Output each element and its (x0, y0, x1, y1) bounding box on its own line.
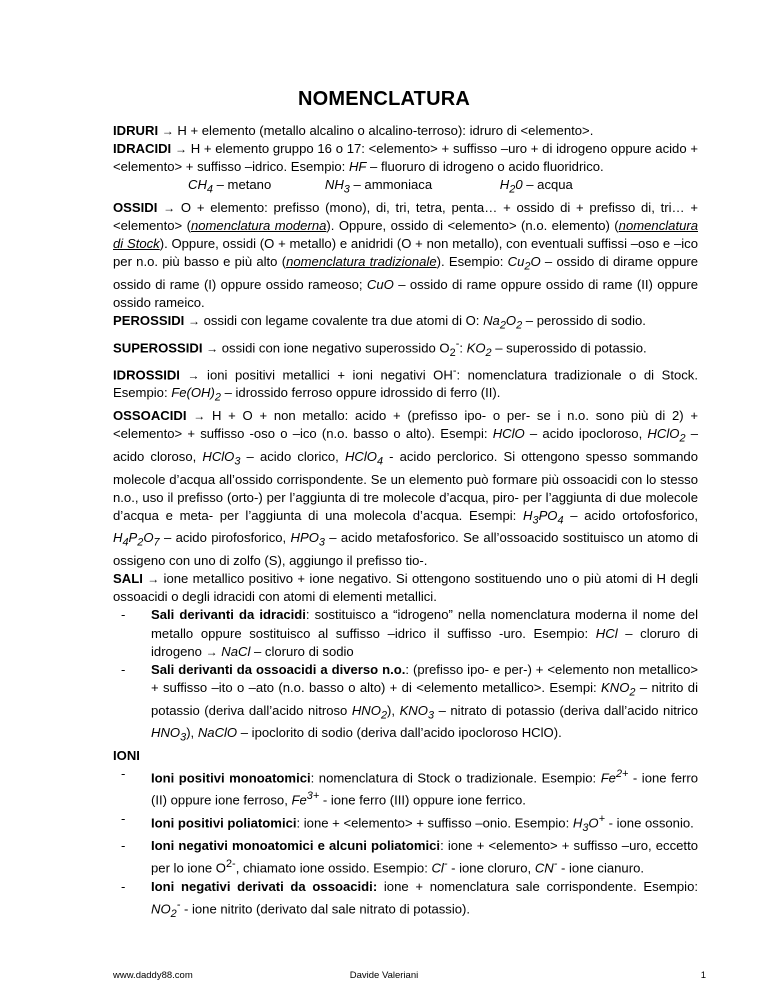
heading-idrossidi: IDROSSIDI (113, 367, 180, 383)
document-body (113, 122, 698, 923)
arrow-icon: → (187, 368, 200, 383)
hydride-examples-line: $CH_4$ – metano $NH_3$ – ammoniaca $H_20$ – acqua (188, 177, 573, 196)
list-item: - Ioni positivi poliatomici: ione + <elemento> + suffisso –onio. Esempio: $H_3O^+$ - ione ossonio. (113, 810, 698, 837)
arrow-icon: → (174, 142, 187, 157)
arrow-icon: → (193, 409, 206, 424)
paragraph-perossidi: PEROSSIDI → ossidi con legame covalente tra due atomi di O: $Na_2O_2$ – perossido di sodio. (113, 313, 646, 332)
list-item: - Ioni positivi monoatomici: nomenclatura di Stock o tradizionale. Esempio: $Fe^{2+}$ - ione ferro (II) oppure ione ferroso, $Fe^{3+}$ - ione ferro (III) oppure ione ferrico. (113, 765, 698, 810)
paragraph-ossoacidi: OSSOACIDI → H + O + non metallo: acido + (prefisso ipo- o per- se i n.o. sono più di 2) + <elemento> + suffisso -oso o –ico (n.o. basso o alto). Esempi: HClO – acido ipocloroso, HClO$_2$ – acido cloroso, HClO$_3$ – acido clorico, HClO$_4$ - acido perclorico. Si ottengono spesso sommando molecole d’acqua all’ossido corrispondente. Se un elemento può formare più ossoacidi con lo stesso n.o., uso il prefisso (orto-) per l’aggiunta di tre molecole d’acqua, piro- per l’aggiunta di due molecole d’acqua e meta- per l’aggiunta di una molecola d’acqua. Esempi: $H_3PO_4$ – acido ortofosforico, $H_4P_2O_7$ – acido pirofosforico, $HPO_3$ – acido metafosforico. Se all’ossoacido sostituisco un atomo di ossigeno con uno di zolfo (S), aggiungo il prefisso tio-. (113, 408, 699, 569)
footer-author: Davide Valeriani (349, 970, 419, 981)
paragraph-ioni (113, 747, 698, 765)
list-item: - Sali derivanti da idracidi: sostituisco a “idrogeno” nella nomenclatura moderna il nome del metallo oppure sostituisco al suffisso –idrico il suffisso -uro. Esempio: HCl – cloruro di idrogeno → NaCl – cloruro di sodio (113, 606, 698, 660)
page-title: NOMENCLATURA (297, 88, 470, 110)
arrow-icon: → (206, 341, 219, 356)
heading-idracidi: IDRACIDI (113, 141, 172, 157)
paragraph-superossidi: SUPEROSSIDI → ossidi con ione negativo superossido $O_2^-$: $KO_2$ – superossido di potassio. (113, 337, 647, 359)
sali-list (113, 606, 698, 746)
arrow-icon: → (163, 200, 176, 215)
paragraph-idruri: IDRURI → H + elemento (metallo alcalino o alcalino-terroso): idruro di <elemento>. (113, 123, 594, 138)
footer-website: www.daddy88.com (113, 970, 193, 981)
heading-sali: SALI (113, 571, 143, 587)
heading-superossidi: SUPEROSSIDI (113, 340, 203, 356)
heading-idruri: IDRURI (113, 123, 159, 138)
ioni-list (113, 765, 698, 923)
heading-perossidi: PEROSSIDI (113, 313, 185, 329)
paragraph-idrossidi: IDROSSIDI → ioni positivi metallici + ioni negativi OH-: nomenclatura tradizionale o di Stock. Esempio: $Fe(OH)_2$ – idrossido ferroso oppure idrossido di ferro (II). (113, 364, 698, 404)
paragraph-sali: SALI → ione metallico positivo + ione negativo. Si ottengono sostituendo uno o più atomi di H degli ossoacidi o degli idracidi con atomi di elementi metallici. (113, 571, 698, 605)
footer-page-number: 1 (700, 970, 706, 981)
heading-ossidi: OSSIDI (113, 199, 158, 215)
arrow-icon: → (205, 644, 218, 659)
arrow-icon: → (187, 314, 200, 329)
paragraph-idracidi: IDRACIDI → H + elemento gruppo 16 o 17: <elemento> + suffisso –uro + di idrogeno oppure acido + <elemento> + suffisso –idrico. Esempio: HF – fluoruro di idrogeno o acido fluoridrico. (113, 141, 698, 175)
list-item: - Ioni negativi monoatomici e alcuni poliatomici: ione + <elemento> + suffisso –uro, eccetto per lo ione $O^{2-}$, chiamato ione ossido. Esempio: Cl- - ione cloruro, CN- - ione cianuro. (113, 837, 698, 878)
list-item: - Ioni negativi derivati da ossoacidi: ione + nomenclatura sale corrispondente. Esempio: $NO_2^-$ - ione nitrito (derivato dal sale nitrato di potassio). (113, 878, 698, 923)
list-item: - Sali derivanti da ossoacidi a diverso n.o.: (prefisso ipo- e per-) + <elemento non metallico> + suffisso –ito o –ato (n.o. basso o alto) + di <elemento metallico>. Esempi: $KNO_2$ – nitrito di potassio (deriva dall’acido nitroso $HNO_2$), $KNO_3$ – nitrato di potassio (deriva dall’acido nitrico $HNO_3$), NaClO – ipoclorito di sodio (deriva dall’acido ipocloroso HClO). (113, 661, 698, 747)
arrow-icon: → (147, 572, 160, 587)
arrow-icon: → (161, 124, 174, 138)
heading-ossoacidi: OSSOACIDI (113, 408, 187, 424)
heading-ioni: IONI (113, 747, 140, 763)
paragraph-ossidi: OSSIDI → O + elemento: prefisso (mono), di, tri, tetra, penta… + ossido di + prefisso di, tri… + <elemento> (nomenclatura moderna). Oppure, ossido di <elemento> (n.o. elemento) (nomenclatura di Stock). Oppure, ossidi (O + metallo) e anidridi (O + non metallo), con eventuali suffissi –oso e –ico per n.o. più basso e più alto (nomenclatura tradizionale). Esempio: $Cu_2O$ – ossido di dirame oppure ossido di rame (I) oppure ossido rameoso; CuO – ossido di rame oppure ossido di rame (II) oppure ossido rameico. (113, 199, 699, 311)
